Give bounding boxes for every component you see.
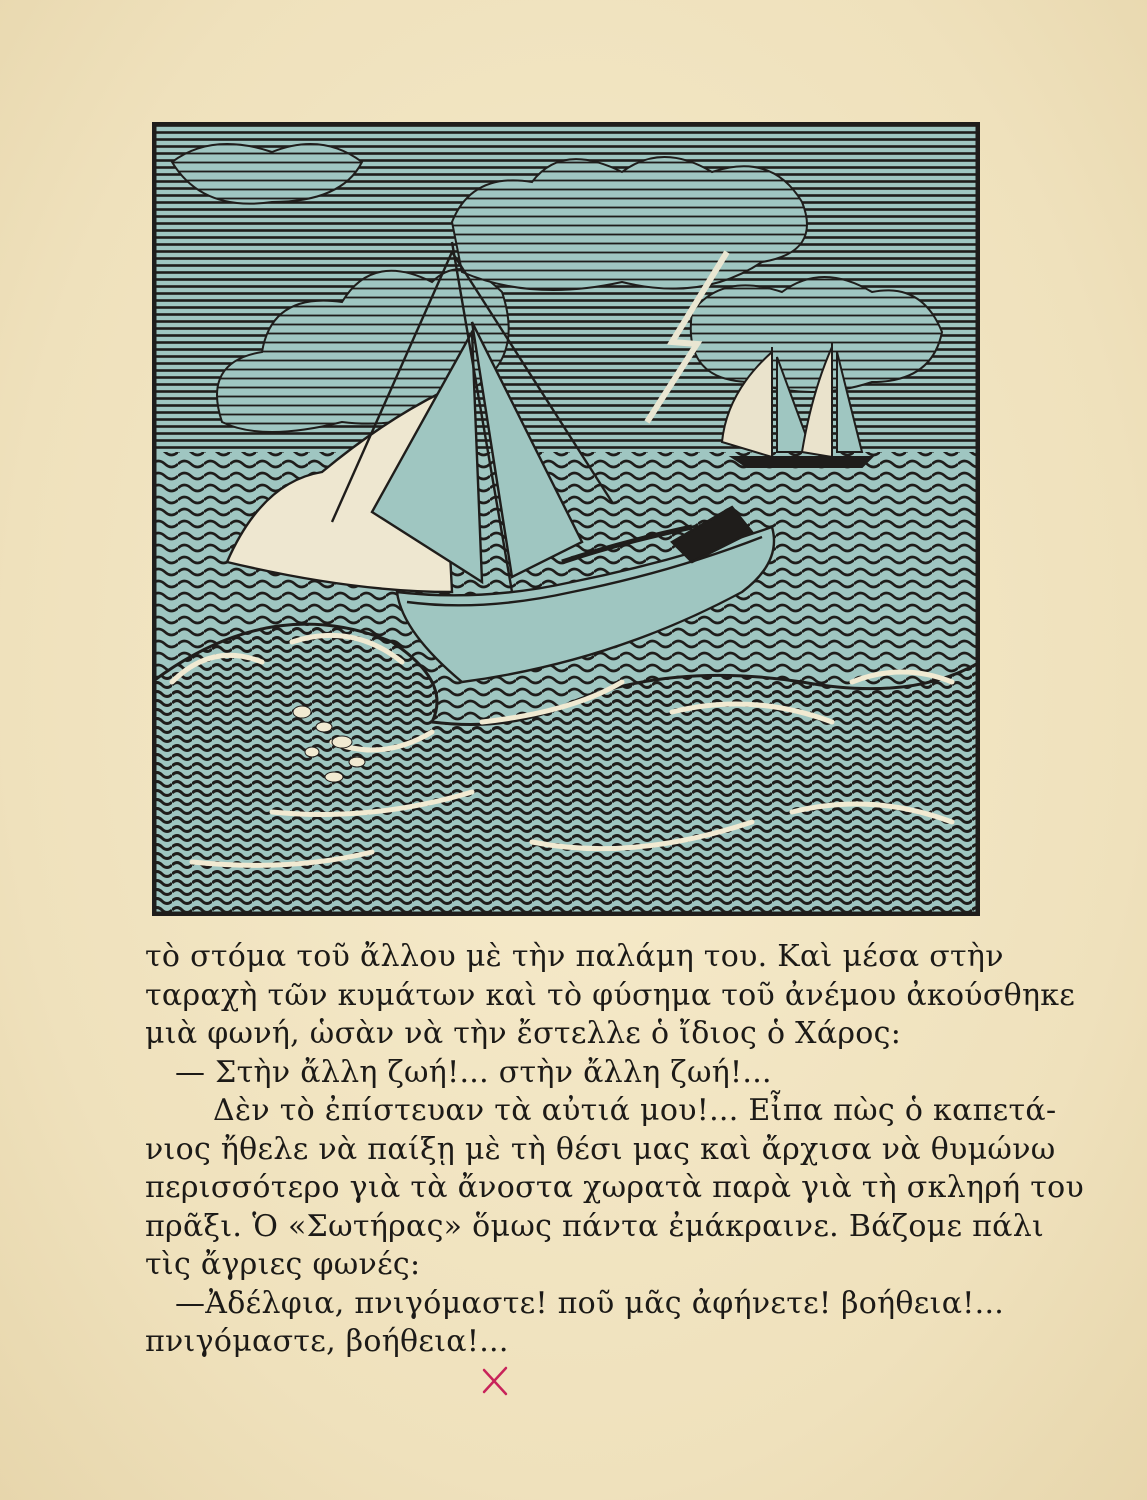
text-line: νιος ἤθελε νὰ παίξῃ μὲ τὴ θέσι μας καὶ ἄρχισα νὰ θυμώνω [145,1131,1056,1167]
text-line: πνιγόμαστε, βοήθεια!... [145,1324,509,1359]
text-line: περισσότερο γιὰ τὰ ἄνοστα χωρατὰ παρὰ γιὰ τὴ σκληρή του [145,1170,1085,1205]
text-line: τὸ στόμα τοῦ ἄλλου μὲ τὴν παλάμη του. Καὶ μέσα στὴν [145,939,1004,974]
woodcut-illustration [152,122,980,916]
dialogue-line: —Ἀδέλφια, πνιγόμαστε! ποῦ μᾶς ἀφήνετε! βοήθεια!... [175,1285,1005,1321]
text-line: ταραχὴ τῶν κυμάτων καὶ τὸ φύσημα τοῦ ἀνέμου ἀκούσθηκε [145,977,1076,1013]
red-x-mark-icon [478,1364,512,1398]
text-line: τὶς ἄγριες φωνές: [145,1247,421,1282]
text-line: Δὲν τὸ ἐπίστευαν τὰ αὐτιά μου!... Εἶπα πὼς ὁ καπετά- [213,1093,1057,1128]
text-line: μιὰ φωνή, ὡσὰν νὰ τὴν ἔστελλε ὁ ἴδιος ὁ Χάρος: [145,1016,902,1051]
storm-ship-picture [152,122,980,916]
dialogue-line: — Στὴν ἄλλη ζωή!... στὴν ἄλλη ζωή!... [175,1054,772,1090]
story-text [145,938,1085,1362]
text-line: πρᾶξι. Ὁ «Σωτήρας» ὅμως πάντα ἐμάκραινε. Βάζομε πάλι [145,1208,1045,1244]
